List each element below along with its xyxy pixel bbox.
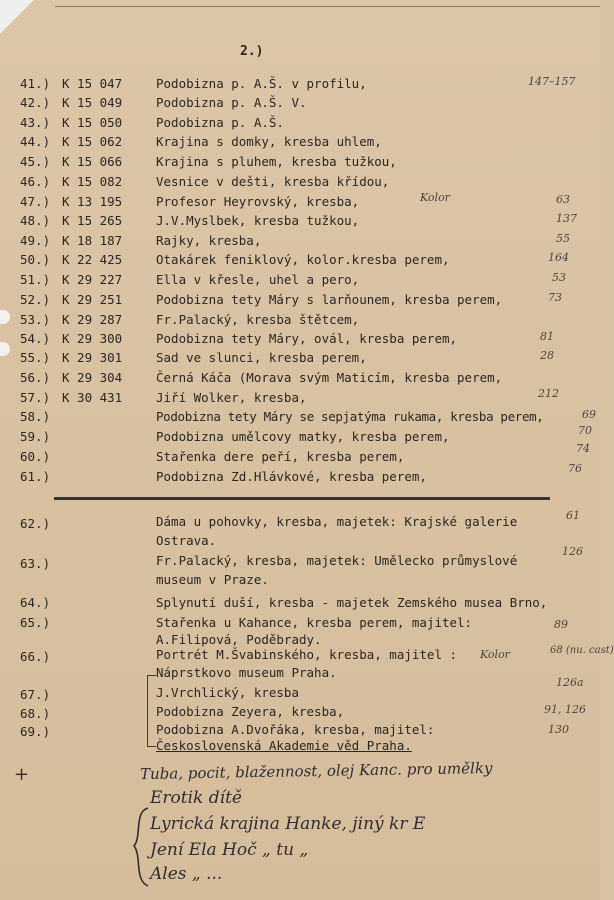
margin-note: 164 xyxy=(548,251,569,264)
margin-note: 69 xyxy=(582,408,596,421)
entry-row xyxy=(0,408,600,426)
entry-description: Ella v křesle, uhel a pero, xyxy=(156,272,360,287)
entry-description: Černá Káča (Morava svým Maticím, kresba perem, xyxy=(156,370,503,385)
entry-number: 50.) xyxy=(20,252,51,267)
margin-note: 130 xyxy=(548,723,569,736)
handwritten-line: Tuba, pocit, blažennost, olej Kanc. pro umělky xyxy=(139,758,493,784)
entry-number: 53.) xyxy=(20,312,51,327)
catalog-number: K 15 062 xyxy=(62,134,123,149)
margin-note: 70 xyxy=(578,424,592,437)
margin-note: 147–157 xyxy=(528,75,576,88)
catalog-number: K 30 431 xyxy=(62,390,123,405)
margin-note: 61 xyxy=(566,509,580,522)
catalog-number: K 15 265 xyxy=(62,213,123,228)
entry-row xyxy=(0,311,600,329)
margin-note: 74 xyxy=(576,442,590,455)
entry-description: Jiří Wolker, kresba, xyxy=(156,390,307,405)
entry-number: 54.) xyxy=(20,331,51,346)
entry-description-line: Podobizna Zeyera, kresba, xyxy=(156,704,345,719)
catalog-number: K 15 066 xyxy=(62,154,123,169)
entry-row xyxy=(0,114,600,132)
entry-number: 51.) xyxy=(20,272,51,287)
entry-row xyxy=(0,212,600,230)
catalog-number: K 29 300 xyxy=(62,331,123,346)
catalog-number: K 18 187 xyxy=(62,233,123,248)
margin-note: 53 xyxy=(552,271,566,284)
entry-row xyxy=(0,193,600,211)
entry-description-line: J.Vrchlický, kresba xyxy=(156,685,299,700)
entry-number: 63.) xyxy=(20,556,51,571)
entry-description: Profesor Heyrovský, kresba, xyxy=(156,194,360,209)
entry-description: Podobizna tety Máry, ovál, kresba perem, xyxy=(156,331,458,346)
margin-note: 76 xyxy=(568,462,582,475)
entry-description: Podobizna p. A.Š. v profilu, xyxy=(156,76,367,91)
entry-description: Vesnice v dešti, kresba křídou, xyxy=(156,174,390,189)
margin-note: 126 xyxy=(562,545,583,558)
entry-row xyxy=(0,75,600,93)
margin-note: 73 xyxy=(548,291,562,304)
entry-description-line: Podobizna A.Dvořáka, kresba, majitel: xyxy=(156,722,435,737)
catalog-number: K 15 049 xyxy=(62,95,123,110)
entry-description: Podobizna p. A.Š. xyxy=(156,115,284,130)
entry-description-line: Ostrava. xyxy=(156,533,217,548)
entry-row xyxy=(0,291,600,309)
entry-number: 55.) xyxy=(20,350,51,365)
entry-number: 43.) xyxy=(20,115,51,130)
entry-row xyxy=(0,330,600,348)
entry-number: 59.) xyxy=(20,429,51,444)
entry-description-line: Splynutí duší, kresba - majetek Zemského musea Brno, xyxy=(156,595,548,610)
entry-number: 42.) xyxy=(20,95,51,110)
entry-number: 52.) xyxy=(20,292,51,307)
catalog-number: K 29 304 xyxy=(62,370,123,385)
entry-description: Podobizna Zd.Hlávkové, kresba perem, xyxy=(156,469,427,484)
entry-number: 46.) xyxy=(20,174,51,189)
margin-note: 63 xyxy=(556,193,570,206)
entry-row xyxy=(0,251,600,269)
entry-row xyxy=(0,153,600,171)
margin-note: 28 xyxy=(540,349,554,362)
top-rule xyxy=(55,6,600,7)
margin-note: 126a xyxy=(556,676,584,689)
entry-description-line: Dáma u pohovky, kresba, majetek: Krajské galerie xyxy=(156,514,518,529)
margin-note: 91, 126 xyxy=(544,703,586,716)
entry-number: 67.) xyxy=(20,687,51,702)
entry-description-line: Portrét M.Švabinského, kresba, majitel : xyxy=(156,647,458,662)
catalog-number: K 22 425 xyxy=(62,252,123,267)
entry-description: Krajina s domky, kresba uhlem, xyxy=(156,134,382,149)
entry-number: 58.) xyxy=(20,409,51,424)
section-divider xyxy=(54,497,550,500)
page-number: 2.) xyxy=(240,44,264,59)
entry-number: 68.) xyxy=(20,706,51,721)
entry-description-line: Stařenka u Kahance, kresba perem, majitel: xyxy=(156,615,473,630)
entry-description: Otakárek feniklový, kolor.kresba perem, xyxy=(156,252,450,267)
entry-number: 62.) xyxy=(20,516,51,531)
margin-note: 137 xyxy=(556,212,577,225)
catalog-number: K 29 287 xyxy=(62,312,123,327)
entry-number: 48.) xyxy=(20,213,51,228)
entry-description: Fr.Palacký, kresba štětcem, xyxy=(156,312,360,327)
handwritten-line: Erotik dítě xyxy=(150,788,242,808)
handwritten-line: Lyrická krajina Hanke, jiný kr E xyxy=(150,814,426,834)
margin-note: 89 xyxy=(554,618,568,631)
entry-description-line: Fr.Palacký, kresba, majetek: Umělecko průmyslové xyxy=(156,553,518,568)
margin-note: 81 xyxy=(540,330,554,343)
entry-description: Podobizna tety Máry s larňounem, kresba perem, xyxy=(156,292,503,307)
entry-number: 57.) xyxy=(20,390,51,405)
entry-description-line: museum v Praze. xyxy=(156,572,269,587)
entry-description-line: Náprstkovo museum Praha. xyxy=(156,665,337,680)
margin-note-kolor: Kolor xyxy=(480,648,510,661)
entry-row xyxy=(0,349,600,367)
entry-description: J.V.Myslbek, kresba tužkou, xyxy=(156,213,360,228)
entry-description: Rajky, kresba, xyxy=(156,233,262,248)
entry-number: 41.) xyxy=(20,76,51,91)
entry-number: 56.) xyxy=(20,370,51,385)
entry-description: Podobizna p. A.Š. V. xyxy=(156,95,307,110)
entry-description-line: A.Filipová, Poděbrady. xyxy=(156,632,322,647)
entry-description: Podobizna tety Máry se sepjatýma rukama, kresba perem, xyxy=(156,409,544,424)
catalog-number: K 29 227 xyxy=(62,272,123,287)
torn-corner xyxy=(0,0,34,34)
entry-number: 47.) xyxy=(20,194,51,209)
catalog-number: K 15 050 xyxy=(62,115,123,130)
entry-description: Krajina s pluhem, kresba tužkou, xyxy=(156,154,397,169)
entry-number: 60.) xyxy=(20,449,51,464)
entry-row xyxy=(0,369,600,387)
catalog-number: K 29 251 xyxy=(62,292,123,307)
entry-number: 44.) xyxy=(20,134,51,149)
entry-row xyxy=(0,389,600,407)
entry-row xyxy=(0,676,600,704)
margin-note: 68 (nu. cast) xyxy=(550,645,614,656)
catalog-number: K 13 195 xyxy=(62,194,123,209)
entry-description: Podobizna umělcovy matky, kresba perem, xyxy=(156,429,450,444)
entry-description: Stařenka dere peří, kresba perem, xyxy=(156,449,405,464)
entry-number: 49.) xyxy=(20,233,51,248)
handwritten-plus: + xyxy=(14,764,30,785)
entry-row xyxy=(0,462,600,486)
entry-number: 64.) xyxy=(20,595,51,610)
entry-row xyxy=(0,94,600,112)
entry-row xyxy=(0,173,600,191)
entry-row xyxy=(0,442,600,466)
entry-number: 45.) xyxy=(20,154,51,169)
entry-description: Sad ve slunci, kresba perem, xyxy=(156,350,367,365)
entry-number: 61.) xyxy=(20,469,51,484)
catalog-number: K 15 082 xyxy=(62,174,123,189)
catalog-number: K 15 047 xyxy=(62,76,123,91)
handwritten-bracket xyxy=(130,806,150,888)
entry-number: 66.) xyxy=(20,649,51,664)
entry-description-line: Československá Akademie věd Praha. xyxy=(156,738,412,753)
entry-row xyxy=(0,133,600,151)
entry-number: 69.) xyxy=(20,724,51,739)
handwritten-line: Ales „ ... xyxy=(150,864,223,884)
entry-row xyxy=(0,232,600,250)
entry-number: 65.) xyxy=(20,615,51,630)
entry-row xyxy=(0,424,600,446)
margin-note: 212 xyxy=(538,387,559,400)
catalog-number: K 29 301 xyxy=(62,350,123,365)
margin-note: 55 xyxy=(556,232,570,245)
margin-note-kolor: Kolor xyxy=(420,191,450,204)
handwritten-line: Jení Ela Hoč „ tu „ xyxy=(150,840,309,860)
entry-row xyxy=(0,271,600,289)
